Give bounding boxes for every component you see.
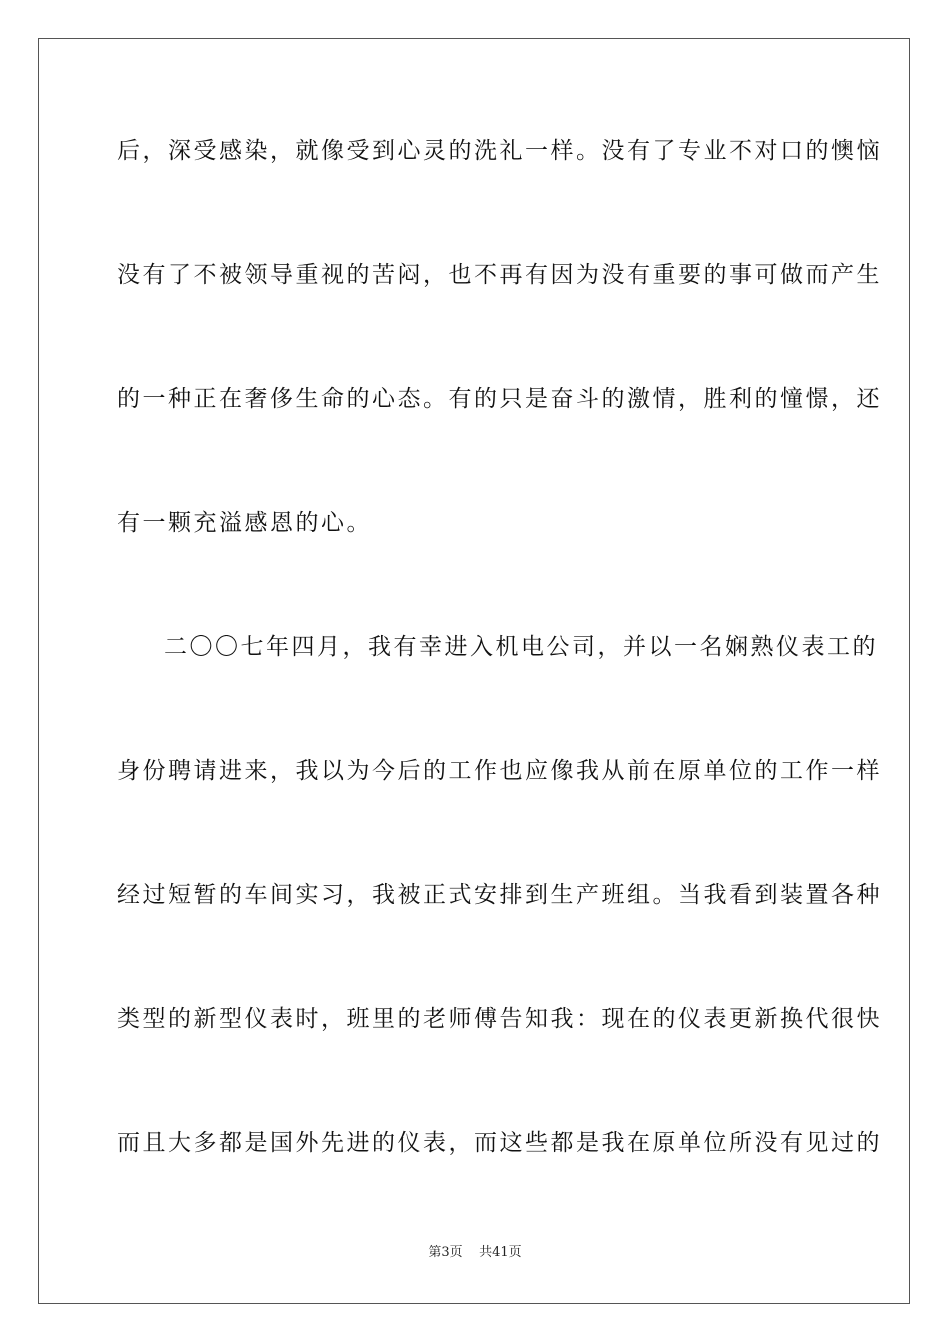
total-pages: 共41页	[479, 1245, 522, 1260]
body-line: 类型的新型仪表时，班里的老师傅告知我：现在的仪表更新换代很快	[117, 1006, 882, 1032]
body-line: 后，深受感染，就像受到心灵的洗礼一样。没有了专业不对口的懊恼	[117, 138, 882, 164]
body-line: 没有了不被领导重视的苦闷，也不再有因为没有重要的事可做而产生	[117, 262, 882, 288]
body-line: 的一种正在奢侈生命的心态。有的只是奋斗的激情，胜利的憧憬，还	[117, 386, 882, 412]
paragraph-first-line: 二〇〇七年四月，我有幸进入机电公司，并以一名娴熟仪表工的	[164, 634, 878, 660]
body-line: 身份聘请进来，我以为今后的工作也应像我从前在原单位的工作一样	[117, 758, 882, 784]
body-line: 经过短暂的车间实习，我被正式安排到生产班组。当我看到装置各种	[117, 882, 882, 908]
page-border	[38, 38, 910, 1304]
body-line: 而且大多都是国外先进的仪表，而这些都是我在原单位所没有见过的	[117, 1130, 882, 1156]
body-line: 有一颗充溢感恩的心。	[117, 510, 372, 536]
page-footer	[0, 1244, 950, 1262]
page-number: 第3页	[428, 1245, 463, 1260]
